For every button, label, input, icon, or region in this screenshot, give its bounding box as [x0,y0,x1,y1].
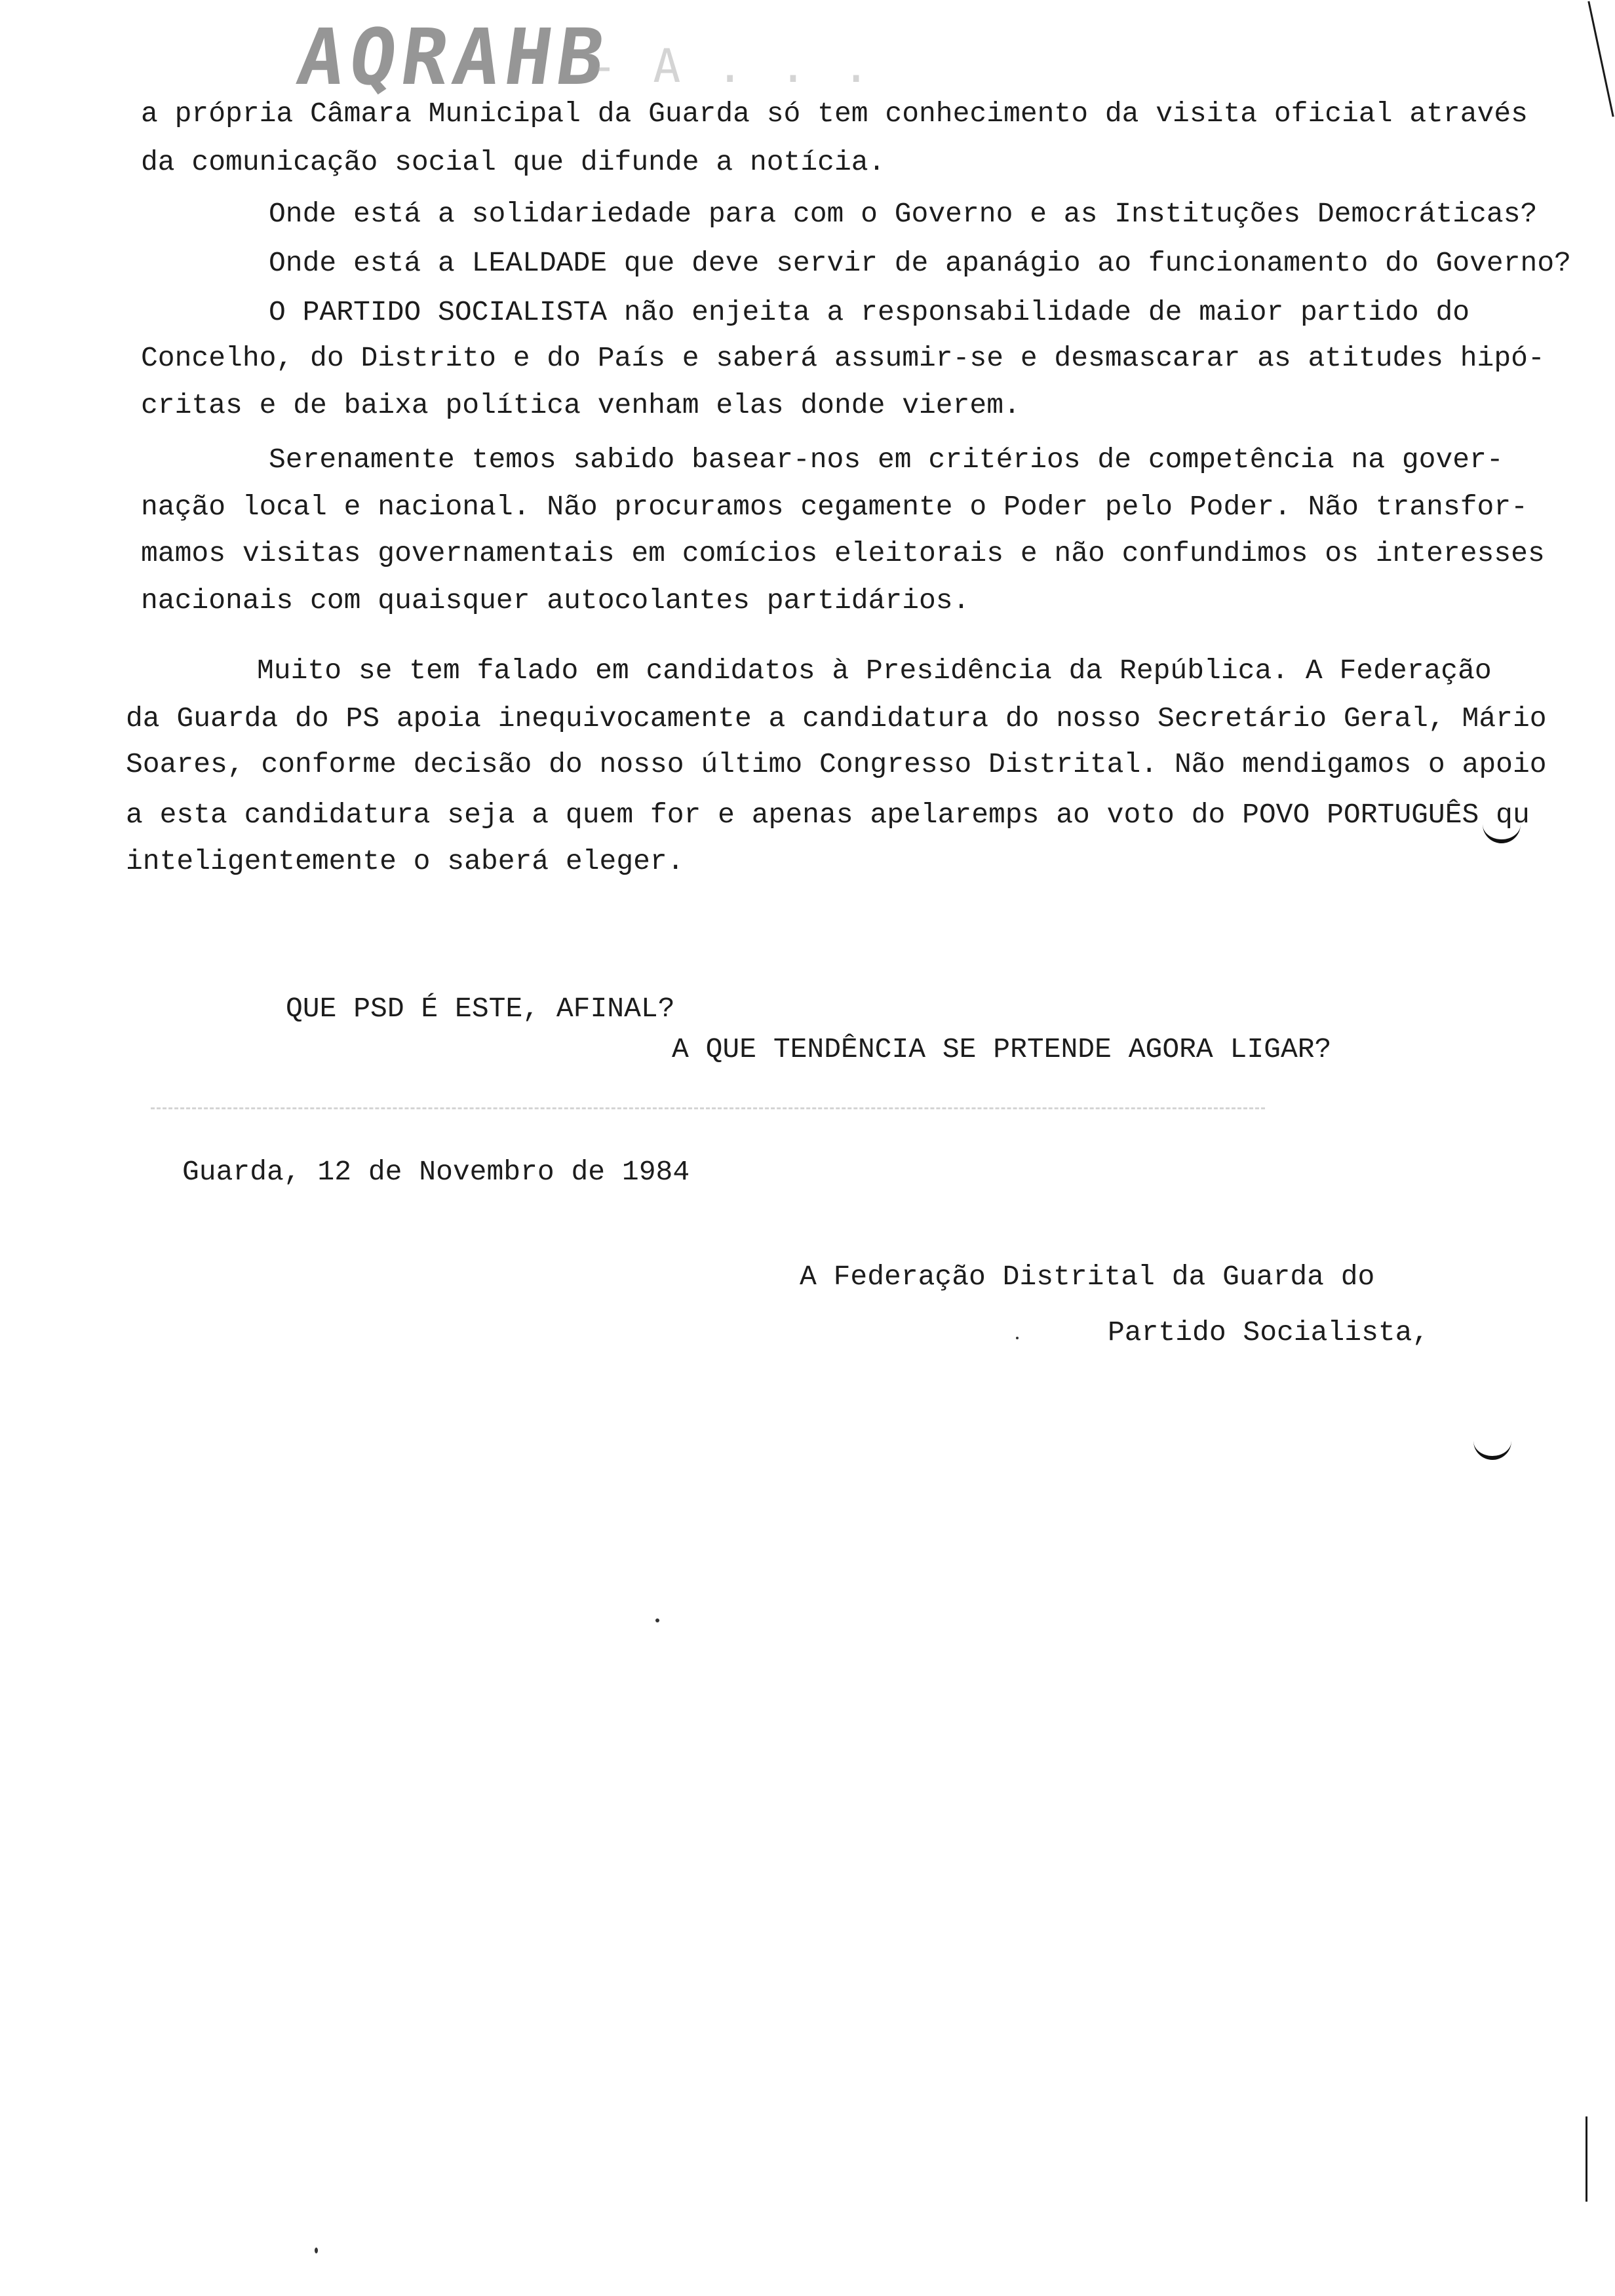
scan-edge [1586,2116,1587,2202]
body-line: Onde está a LEALDADE que deve servir de apanágio ao funcionamento do Governo? [269,247,1571,279]
body-line: nação local e nacional. Não procuramos cegamente o Poder pelo Poder. Não transfor- [141,491,1528,523]
body-line: a esta candidatura seja a quem for e apenas apelaremps ao voto do POVO PORTUGUÊS qu [126,799,1530,831]
scan-edge [1587,1,1614,117]
curve-mark [1473,1434,1511,1460]
body-line: da comunicação social que difunde a notícia. [141,146,885,178]
scan-speck [1016,1337,1019,1339]
body-line: critas e de baixa política venham elas donde vierem. [141,389,1021,421]
body-line: mamos visitas governamentais em comícios eleitorais e não confundimos os interesses [141,537,1545,569]
archive-stamp-tail: - A . . . [590,39,874,93]
body-line: inteligentemente o saberá eleger. [126,845,684,877]
curve-mark [1483,817,1521,843]
body-line: Serenamente temos sabido basear-nos em critérios de competência na gover- [269,444,1504,476]
signature-line: Partido Socialista, [1108,1316,1430,1349]
scan-speck [655,1618,659,1622]
closing-question: QUE PSD É ESTE, AFINAL? [286,993,675,1025]
closing-question: A QUE TENDÊNCIA SE PRTENDE AGORA LIGAR? [672,1033,1332,1065]
body-line: da Guarda do PS apoia inequivocamente a candidatura do nosso Secretário Geral, Mário [126,702,1547,735]
signature-line: A Federação Distrital da Guarda do [800,1261,1375,1293]
archive-stamp: AQRAHB [292,12,615,102]
scan-speck [315,2248,318,2253]
divider [151,1107,1265,1109]
body-line: nacionais com quaisquer autocolantes partidários. [141,584,970,617]
date-line: Guarda, 12 de Novembro de 1984 [182,1156,690,1188]
body-line: Concelho, do Distrito e do País e saberá assumir-se e desmascarar as atitudes hipó- [141,342,1545,374]
body-line: Muito se tem falado em candidatos à Presidência da República. A Federação [257,655,1492,687]
body-line: Onde está a solidariedade para com o Governo e as Instituções Democráticas? [269,198,1538,230]
body-line: Soares, conforme decisão do nosso último Congresso Distrital. Não mendigamos o apoio [126,748,1547,780]
body-line: O PARTIDO SOCIALISTA não enjeita a responsabilidade de maior partido do [269,296,1470,328]
body-line: a própria Câmara Municipal da Guarda só tem conhecimento da visita oficial através [141,98,1528,130]
